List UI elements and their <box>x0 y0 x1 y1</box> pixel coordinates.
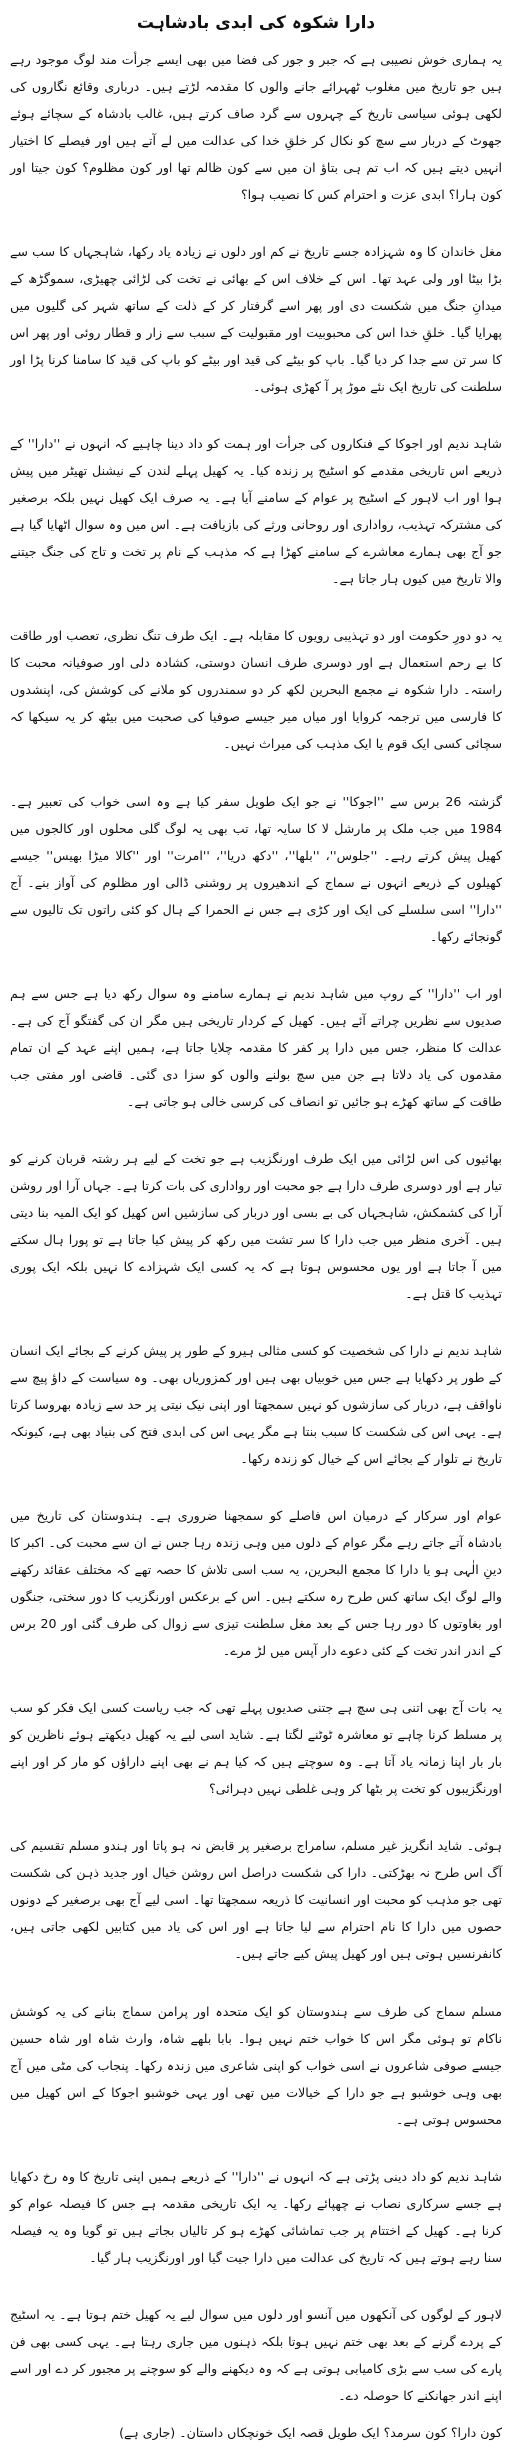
paragraph: ہوئی۔ شاید انگریز غیر مسلم، سامراج برصغیر پر قابض نہ ہو پاتا اور ہندو مسلم تقسیم کی آگ اس طرح نہ بھڑکتی۔ دارا کی شکست دراصل اس روشن خیال اور جدید ذہن کی شکست تھی جو مذہب کو محبت اور انسانیت کا ذریعہ سمجھتا تھا۔ اسی لیے آج بھی برصغیر کے دونوں حصوں میں دارا کا نام احترام سے لیا جاتا ہے اور اس کی یاد میں کتابیں لکھی جاتی ہیں، کانفرنسیں ہوتی ہیں اور کھیل پیش کیے جاتے ہیں۔ <box>10 1838 502 1962</box>
paragraph: عوام اور سرکار کے درمیان اس فاصلے کو سمجھنا ضروری ہے۔ ہندوستان کی تاریخ میں بادشاہ آتے جاتے رہے مگر عوام کے دلوں میں وہی زندہ رہا جس نے ان سے محبت کی۔ اکبر کا دینِ الٰہی ہو یا دارا کا مجمع البحرین، یہ سب اسی تلاش کا حصہ تھے کہ مختلف عقائد رکھنے والے لوگ ایک ساتھ کس طرح رہ سکتے ہیں۔ اس کے برعکس اورنگزیب کا دور سختی، جنگوں اور بغاوتوں کا دور رہا جس کے بعد مغل سلطنت تیزی سے زوال کی طرف گئی اور 20 برس کے اندر اندر تخت کے کئی دعوے دار آپس میں لڑ مرے۔ <box>10 1508 502 1659</box>
paragraph: بھائیوں کی اس لڑائی میں ایک طرف اورنگزیب ہے جو تخت کے لیے ہر رشتہ قربان کرنے کو تیار ہے اور دوسری طرف دارا ہے جو محبت اور رواداری کی بات کرتا ہے۔ جہاں آرا اور روشن آرا کی کشمکش، شاہجہاں کی بے بسی اور دربار کی سازشیں اس کھیل کو ایک المیہ بنا دیتی ہیں۔ آخری منظر میں جب دارا کا سر تشت میں رکھ کر پیش کیا جاتا ہے تو پورا ہال سکتے میں آ جاتا ہے اور یوں محسوس ہوتا ہے کہ یہ کسی ایک شہزادے کا نہیں بلکہ ایک پوری تہذیب کا قتل ہے۔ <box>10 1150 502 1301</box>
paragraph: مغل خاندان کا وہ شہزادہ جسے تاریخ نے کم اور دلوں نے زیادہ یاد رکھا، شاہجہاں کا سب سے بڑا بیٹا اور ولی عہد تھا۔ اس کے خلاف اس کے بھائی نے تخت کی لڑائی چھیڑی، سموگڑھ کے میدانِ جنگ میں شکست دی اور پھر اسے گرفتار کر کے ذلت کے ساتھ شہر کی گلیوں میں پھرایا گیا۔ خلقِ خدا اس کی محبوبیت اور مقبولیت کے سبب سے زار و قطار روئی اور پھر اس کا سر تن سے جدا کر دیا گیا۔ باپ کو بیٹے کی قید اور بیٹے کو باپ کی قید کا سامنا کرنا پڑا اور سلطنت کی تاریخ ایک نئے موڑ پر آ کھڑی ہوئی۔ <box>10 244 502 395</box>
paragraph: شاہد ندیم اور اجوکا کے فنکاروں کی جرأت اور ہمت کو داد دینا چاہیے کہ انہوں نے ''دارا'' کے ذریعے اس تاریخی مقدمے کو اسٹیج پر زندہ کیا۔ یہ کھیل پہلے لندن کے نیشنل تھیٹر میں پیش ہوا اور اب لاہور کے اسٹیج پر عوام کے سامنے آیا ہے۔ یہ صرف ایک کھیل نہیں بلکہ برصغیر کی مشترکہ تہذیب، رواداری اور روحانی ورثے کی بازیافت ہے۔ اس میں وہ سوال اٹھایا گیا ہے جو آج بھی ہمارے معاشرے کے سامنے کھڑا ہے کہ مذہب کے نام پر تخت و تاج کی جنگ جیتنے والا تاریخ میں کیوں ہار جاتا ہے۔ <box>10 436 502 587</box>
article-footer: کون دارا؟ کون سرمد؟ ایک طویل قصہ ایک خونچکاں داستان۔ (جاری ہے) <box>119 2425 502 2440</box>
paragraph: اور اب ''دارا'' کے روپ میں شاہد ندیم نے ہمارے سامنے وہ سوال رکھ دیا ہے جس سے ہم صدیوں سے نظریں چراتے آئے ہیں۔ کھیل کے کردار تاریخی ہیں مگر ان کی گفتگو آج کی ہے۔ عدالت کا منظر، جس میں دارا پر کفر کا مقدمہ چلایا جاتا ہے، ہمیں اپنے عہد کے ان تمام مقدموں کی یاد دلاتا ہے جن میں سچ بولنے والوں کو سزا دی گئی۔ قاضی اور مفتی جب طاقت کے ساتھ کھڑے ہو جائیں تو انصاف کی کرسی خالی ہو جاتی ہے۔ <box>10 985 502 1109</box>
paragraph: یہ بات آج بھی اتنی ہی سچ ہے جتنی صدیوں پہلے تھی کہ جب ریاست کسی ایک فکر کو سب پر مسلط کرنا چاہے تو معاشرہ ٹوٹنے لگتا ہے۔ شاید اسی لیے یہ کھیل دیکھتے ہوئے ناظرین کو بار بار اپنا زمانہ یاد آتا ہے۔ وہ سوچتے ہیں کہ کیا ہم نے بھی اپنے داراؤں کو مار کر اور اپنے اورنگزیبوں کو تخت پر بٹھا کر وہی غلطی نہیں دہرائی؟ <box>10 1700 502 1797</box>
article-body <box>10 46 502 2409</box>
paragraph: شاہد ندیم کو داد دینی پڑتی ہے کہ انہوں نے ''دارا'' کے ذریعے ہمیں اپنی تاریخ کا وہ رخ دکھایا ہے جسے سرکاری نصاب نے چھپائے رکھا۔ یہ ایک تاریخی مقدمہ ہے جس کا فیصلہ عوام کو کرنا ہے۔ کھیل کے اختتام پر جب تماشائی کھڑے ہو کر تالیاں بجاتے ہیں تو گویا وہ یہ فیصلہ سنا رہے ہوتے ہیں کہ تاریخ کی عدالت میں دارا جیت گیا اور اورنگزیب ہار گیا۔ <box>10 2168 502 2265</box>
paragraph: لاہور کے لوگوں کی آنکھوں میں آنسو اور دلوں میں سوال لیے یہ کھیل ختم ہوتا ہے۔ یہ اسٹیج کے پردے گرنے کے بعد بھی ختم نہیں ہوتا بلکہ ذہنوں میں جاری رہتا ہے۔ یہی کسی بھی فن پارے کی سب سے بڑی کامیابی ہوتی ہے کہ وہ دیکھنے والے کو سوچنے پر مجبور کر دے اور اسے اپنے اندر جھانکنے کا حوصلہ دے۔ <box>10 2306 502 2403</box>
paragraph: یہ ہماری خوش نصیبی ہے کہ جبر و جور کی فضا میں بھی ایسے جرأت مند لوگ موجود رہے ہیں جو تاریخ میں مغلوب ٹھہرائے جانے والوں کا مقدمہ لڑتے ہیں۔ درباری وقائع نگاروں کی لکھی ہوئی سیاسی تاریخ کے چہروں سے گرد صاف کرتے ہیں، غالب بادشاہ کے سچائے ہوئے جھوٹ کے دربار سے سچ کو نکال کر خلقِ خدا کی عدالت میں لے آتے ہیں اور فیصلے کا اختیار انہیں دیتے ہیں کہ اب تم ہی بتاؤ ان میں سے کون ظالم تھا اور کون مظلوم؟ کون جیتا اور کون ہارا؟ ابدی عزت و احترام کس کا نصیب ہوا؟ <box>10 52 502 202</box>
paragraph: مسلم سماج کی طرف سے ہندوستان کو ایک متحدہ اور پرامن سماج بنانے کی یہ کوشش ناکام تو ہوئی مگر اس کا خواب ختم نہیں ہوا۔ بابا بلھے شاہ، وارث شاہ اور شاہ حسین جیسے صوفی شاعروں نے اسی خواب کو اپنی شاعری میں زندہ رکھا۔ پنجاب کی مٹی میں آج بھی وہی خوشبو ہے جو دارا کے خیالات میں تھی اور یہی خوشبو اجوکا کے اس کھیل میں محسوس ہوتی ہے۔ <box>10 2003 502 2127</box>
paragraph: گزشتہ 26 برس سے ''اجوکا'' نے جو ایک طویل سفر کیا ہے وہ اسی خواب کی تعبیر ہے۔ 1984 میں جب ملک پر مارشل لا کا سایہ تھا، تب بھی یہ لوگ گلی محلوں اور کالجوں میں کھیل پیش کرتے رہے۔ ''جلوس''، ''بلھا''، ''دکھ دریا''، ''امرت'' اور ''کالا میڑا بھیس'' جیسے کھیلوں کے ذریعے انہوں نے سماج کے اندھیروں پر روشنی ڈالی اور مظلوم کی آواز بنے۔ آج ''دارا'' اسی سلسلے کی ایک اور کڑی ہے جس نے الحمرا کے ہال کو کئی راتوں تک تالیوں سے گونجائے رکھا۔ <box>10 793 503 944</box>
article-title: دارا شکوہ کی ابدی بادشاہت <box>136 13 376 33</box>
paragraph: یہ دو دورِ حکومت اور دو تہذیبی رویوں کا مقابلہ ہے۔ ایک طرف تنگ نظری، تعصب اور طاقت کا بے رحم استعمال ہے اور دوسری طرف انسان دوستی، کشادہ دلی اور صوفیانہ محبت کا راستہ۔ دارا شکوہ نے مجمع البحرین لکھ کر دو سمندروں کو ملانے کی کوشش کی، اپنشدوں کا فارسی میں ترجمہ کروایا اور میاں میر جیسے صوفیا کی صحبت میں بیٹھ کر یہ سیکھا کہ سچائی کسی ایک قوم یا ایک مذہب کی میراث نہیں۔ <box>10 628 502 752</box>
paragraph: شاہد ندیم نے دارا کی شخصیت کو کسی مثالی ہیرو کے طور پر پیش کرنے کے بجائے ایک انسان کے طور پر دکھایا ہے جس میں خوبیاں بھی ہیں اور کمزوریاں بھی۔ وہ سیاست کے داؤ پیچ سے ناواقف ہے، دربار کی سازشوں کو نہیں سمجھتا اور اپنی نیک نیتی پر حد سے زیادہ بھروسا کرتا ہے۔ یہی اس کی شکست کا سبب بنتا ہے مگر یہی اس کی ابدی فتح کی بنیاد بھی ہے، کیونکہ تاریخ نے تلوار کے بجائے اس کے خیال کو زندہ رکھا۔ <box>10 1342 502 1466</box>
